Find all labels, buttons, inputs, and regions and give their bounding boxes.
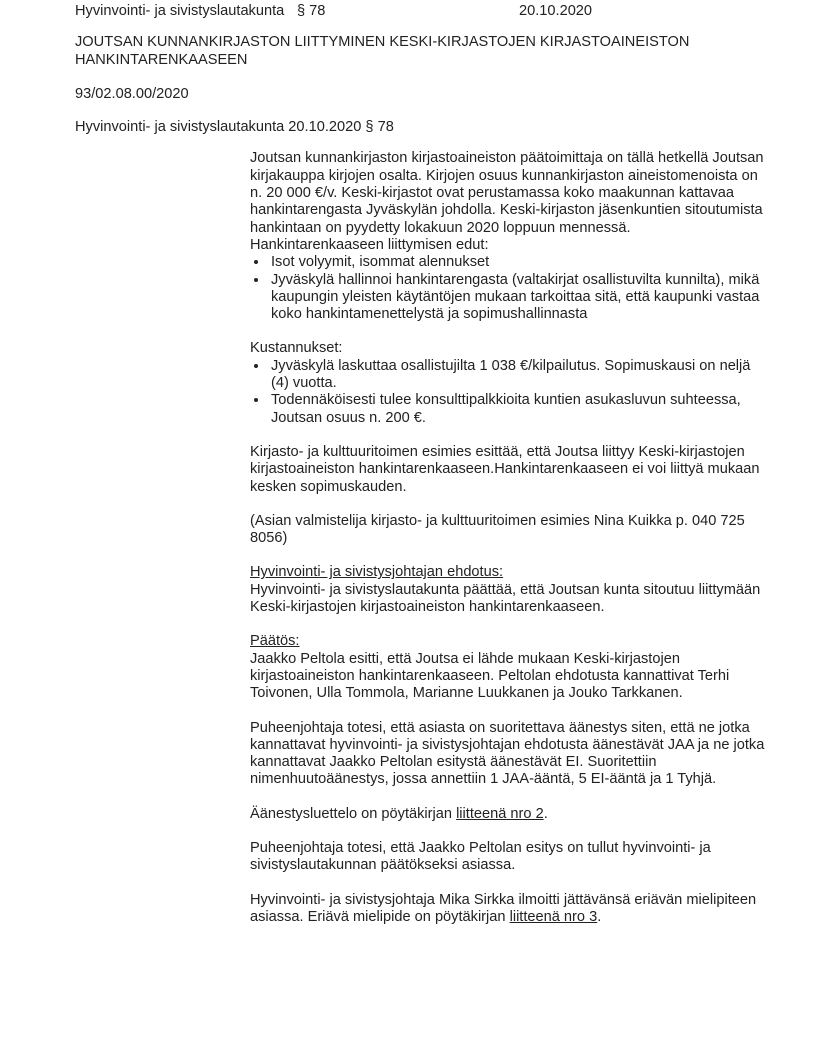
- proposal-paragraph: Kirjasto- ja kulttuuritoimen esimies esittää, että Joutsa liittyy Keski-kirjastojen kirjastoaineiston hankintarenkaaseen.Hankintarenkaaseen ei voi liittyä mukaan kesken sopimuskauden.: [250, 443, 760, 495]
- intro-paragraph: Joutsan kunnankirjaston kirjastoaineiston päätoimittaja on tällä hetkellä Joutsan kirjakauppa kirjojen osalta. Kirjojen osuus kunnankirjaston aineistomenoista on n. 20 000 €/v. Keski-kirjastot ovat perustamassa koko maakunnan kattavaa hankintarengasta Jyväskylän johdolla. Keski-kirjaston jäsenkuntien sitoutumista hankintaan on pyydetty lokakuun 2020 loppuun mennessä.: [250, 150, 764, 236]
- document-body: [250, 150, 772, 926]
- preparer-note: (Asian valmistelija kirjasto- ja kulttuuritoimen esimies Nina Kuikka p. 040 725 8056): [250, 512, 745, 547]
- benefits-heading: Hankintarenkaaseen liittymisen edut:: [250, 236, 489, 253]
- costs-list: [250, 358, 772, 427]
- list-item: • Isot volyymit, isommat alennukset: [269, 254, 772, 271]
- header-committee-name: Hyvinvointi- ja sivistyslautakunta: [75, 3, 285, 19]
- decision-proposal-heading: Hyvinvointi- ja sivistysjohtajan ehdotus:: [250, 564, 504, 581]
- vote-list-note-text: Äänestysluettelo on pöytäkirjan: [250, 805, 457, 822]
- decision-paragraph-2: Puheenjohtaja totesi, että asiasta on suoritettava äänestys siten, että ne jotka kannattavat hyvinvointi- ja sivistysjohtajan ehdotusta äänestävät JAA ja ne jotka kannattavat Jaakko Peltolan esitystä äänestävät EI. Suoritettiin nimenhuutoäänestys, jossa annettiin 1 JAA-ääntä, 5 EI-ääntä ja 1 Tyhjä.: [250, 719, 765, 788]
- vote-list-note: [250, 806, 772, 823]
- benefits-list: [250, 254, 772, 323]
- decision-paragraph-1: Jaakko Peltola esitti, että Joutsa ei lähde mukaan Keski-kirjastojen kirjastoaineiston hankintarenkaaseen. Peltolan ehdotusta kannattivat Terhi Toivonen, Ulla Tommola, Marianne Luukkanen ja Jouko Tarkkanen.: [250, 650, 730, 702]
- header-date: 20.10.2020: [519, 3, 593, 19]
- case-number: 93/02.08.00/2020: [75, 85, 189, 102]
- header-section-mark: § 78: [297, 3, 326, 19]
- decision-paragraph-3: Puheenjohtaja totesi, että Jaakko Peltolan esitys on tullut hyvinvointi- ja sivistyslautakunnan päätökseksi asiassa.: [250, 839, 711, 874]
- decision-proposal-paragraph: Hyvinvointi- ja sivistyslautakunta päättää, että Joutsan kunta sitoutuu liittymään Keski-kirjastojen kirjastoaineiston hankintarenkaaseen.: [250, 581, 761, 616]
- dissent-note-period: .: [597, 908, 602, 925]
- decision-heading: Päätös:: [250, 633, 300, 650]
- attachment-link-2[interactable]: liitteenä nro 2: [456, 805, 544, 822]
- document-title: JOUTSAN KUNNANKIRJASTON LIITTYMINEN KESKI-KIRJASTOJEN KIRJASTOAINEISTON HANKINTARENKAASEEN: [75, 34, 690, 68]
- dissent-note: [250, 892, 772, 927]
- attachment-link-3[interactable]: liitteenä nro 3: [509, 908, 598, 925]
- meeting-reference: Hyvinvointi- ja sivistyslautakunta 20.10.2020 § 78: [75, 119, 394, 136]
- list-item: • Jyväskylä hallinnoi hankintarengasta (valtakirjat osallistuvilta kunnilta), mikä kaupungin yleisten käytäntöjen mukaan tarkoittaa sitä, että kaupunki vastaa koko hankintamenettelystä ja sopimushallinnasta: [269, 272, 772, 324]
- list-item: • Todennäköisesti tulee konsulttipalkkioita kuntien asukasluvun suhteessa, Joutsan osuus n. 200 €.: [269, 392, 772, 427]
- dissent-note-text: Hyvinvointi- ja sivistysjohtaja Mika Sirkka ilmoitti jättävänsä eriävän mielipiteen asiassa. Eriävä mielipide on pöytäkirjan: [250, 891, 757, 925]
- vote-list-note-period: .: [543, 805, 548, 822]
- list-item: • Jyväskylä laskuttaa osallistujilta 1 038 €/kilpailutus. Sopimuskausi on neljä (4) vuotta.: [269, 358, 772, 393]
- costs-heading: Kustannukset:: [250, 340, 343, 357]
- page-header: [75, 3, 786, 20]
